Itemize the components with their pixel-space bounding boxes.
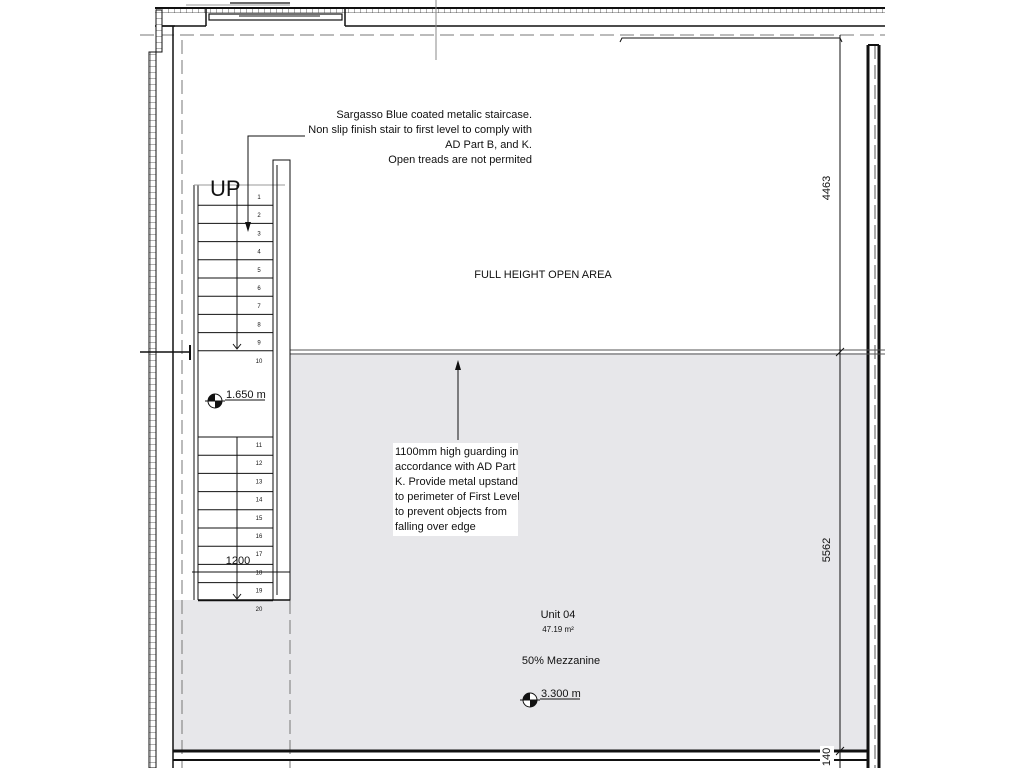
- left-wall: [149, 10, 175, 768]
- note-line: accordance with AD Part: [395, 461, 516, 473]
- step-number: 16: [255, 534, 263, 540]
- note-line: to prevent objects from: [395, 506, 507, 518]
- room-type: 50% Mezzanine: [521, 655, 601, 667]
- level-marker-stair: [205, 389, 266, 408]
- dimension-upper: 4463: [821, 175, 833, 201]
- guard-note: [393, 443, 520, 536]
- dimension-lower: 5562: [821, 537, 833, 563]
- ledge: [620, 38, 842, 42]
- open-area-label: FULL HEIGHT OPEN AREA: [474, 269, 612, 281]
- step-number: 12: [255, 461, 263, 468]
- step-number: 8: [257, 322, 261, 329]
- note-line: Non slip finish stair to first level to comply with: [308, 124, 532, 136]
- step-number: 4: [257, 249, 261, 256]
- dimension-bottom: 140: [821, 747, 833, 767]
- step-number: 10: [255, 358, 263, 365]
- step-number: 2: [257, 213, 261, 220]
- step-number: 5: [257, 267, 261, 274]
- step-number: 6: [257, 286, 261, 292]
- step-number: 14: [255, 497, 263, 504]
- room-name: Unit 04: [540, 609, 576, 621]
- step-number: 7: [257, 304, 261, 311]
- note-line: falling over edge: [395, 521, 476, 533]
- top-wall: [155, 3, 885, 26]
- step-number: 9: [257, 340, 261, 347]
- bottom-wall: [173, 751, 868, 760]
- note-line: AD Part B, and K.: [445, 139, 532, 151]
- level-value: 3.300 m: [541, 688, 581, 700]
- note-line: 1100mm high guarding in: [395, 446, 519, 458]
- step-number: 13: [255, 479, 263, 486]
- step-number: 3: [257, 231, 261, 238]
- staircase: [194, 160, 290, 600]
- step-number: 15: [255, 515, 263, 522]
- step-number: 17: [255, 552, 263, 559]
- room-area: 47.19 m²: [542, 625, 574, 634]
- leader-arrow-icon: [245, 222, 251, 232]
- step-number: 11: [255, 443, 263, 449]
- stair-note: [308, 109, 532, 166]
- step-number: 18: [255, 570, 263, 577]
- right-wall: [868, 45, 879, 768]
- stair-width-dimension: 1200: [225, 555, 251, 567]
- stair-up-label: UP: [210, 176, 241, 201]
- step-number: 20: [255, 606, 263, 613]
- note-line: K. Provide metal upstand: [395, 476, 518, 488]
- step-number: 1: [257, 195, 261, 201]
- note-line: Open treads are not permited: [388, 154, 532, 166]
- step-number: 19: [255, 588, 263, 595]
- note-line: to perimeter of First Level: [395, 491, 520, 503]
- level-value: 1.650 m: [226, 389, 266, 401]
- note-line: Sargasso Blue coated metalic staircase.: [336, 109, 532, 121]
